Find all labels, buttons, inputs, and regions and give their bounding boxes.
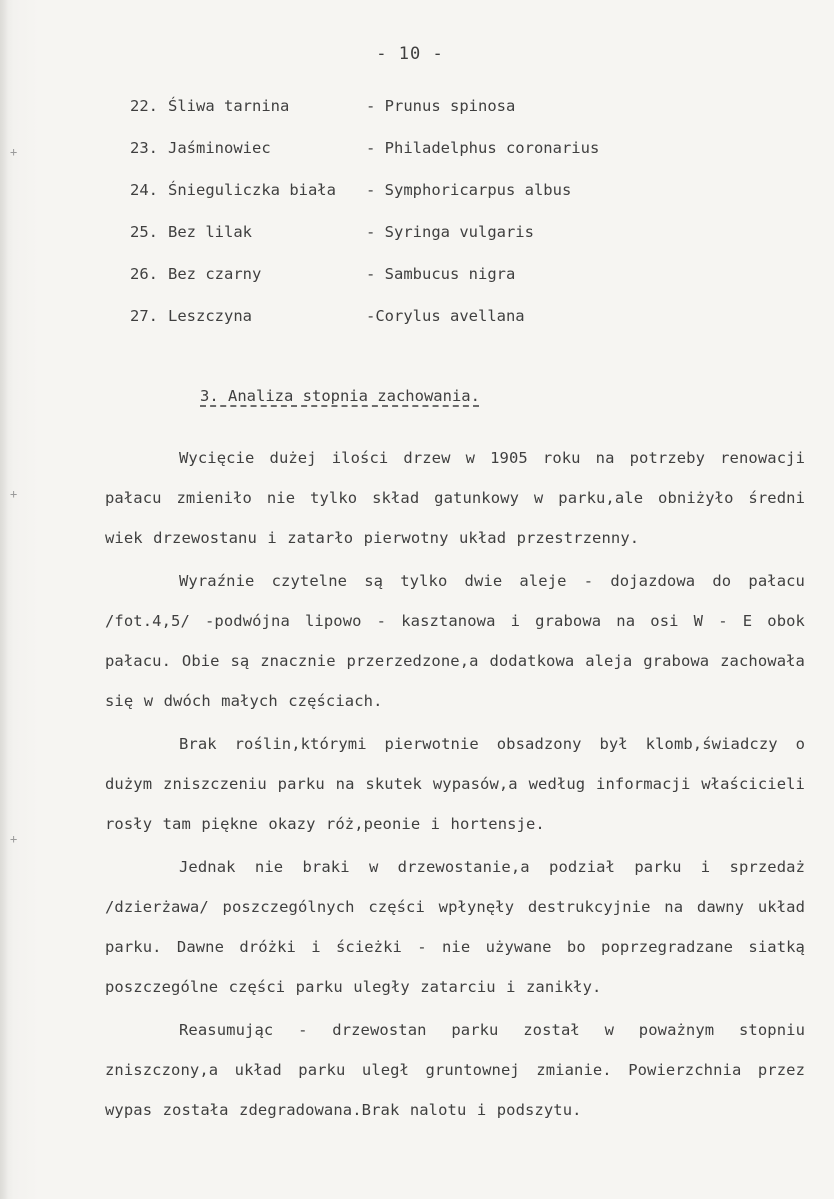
species-latin-name: - Prunus spinosa: [366, 97, 516, 115]
page-edge-shadow: [0, 0, 8, 1199]
species-number: 24.: [130, 181, 158, 199]
species-number: 26.: [130, 265, 158, 283]
list-item: [130, 178, 750, 220]
page-number: - 10 -: [376, 44, 444, 64]
binding-mark: +: [10, 487, 18, 501]
binding-mark: +: [10, 832, 18, 846]
paragraph: Wyraźnie czytelne są tylko dwie aleje - dojazdowa do pałacu /fot.4,5/ -podwójna lipowo - kasztanowa i grabowa na osi W - E obok pałacu. Obie są znacznie przerzedzone,a dodatkowa aleja grabowa zachowała się w dwóch małych częściach.: [105, 572, 805, 710]
species-common-name: Jaśminowiec: [168, 139, 271, 157]
species-common-name: Bez czarny: [168, 265, 262, 283]
paragraph: Jednak nie braki w drzewostanie,a podział parku i sprzedaż /dzierżawa/ poszczególnych części wpłynęły destrukcyjnie na dawny układ parku. Dawne dróżki i ścieżki - nie używane bo poprzegradzane siatką poszczególne części parku uległy zatarciu i zanikły.: [105, 858, 805, 996]
list-item: [130, 136, 750, 178]
species-latin-name: - Sambucus nigra: [366, 265, 516, 283]
binding-mark: +: [10, 145, 18, 159]
paragraph: Reasumując - drzewostan parku został w poważnym stopniu zniszczony,a układ parku uległ gruntownej zmianie. Powierzchnia przez wypas została zdegradowana.Brak nalotu i podszytu.: [105, 1021, 805, 1119]
species-common-name: Leszczyna: [168, 307, 252, 325]
list-item: [130, 304, 750, 346]
section-heading: 3. Analiza stopnia zachowania.: [200, 387, 480, 405]
body-text: [105, 438, 805, 1133]
paragraph: Wycięcie dużej ilości drzew w 1905 roku na potrzeby renowacji pałacu zmieniło nie tylko skład gatunkowy w parku,ale obniżyło średni wiek drzewostanu i zatarło pierwotny układ przestrzenny.: [105, 449, 805, 547]
species-common-name: Śliwa tarnina: [168, 97, 290, 115]
species-latin-name: - Syringa vulgaris: [366, 223, 534, 241]
list-item: [130, 220, 750, 262]
species-list: [130, 94, 750, 346]
species-common-name: Śnieguliczka biała: [168, 181, 336, 199]
species-latin-name: -Corylus avellana: [366, 307, 525, 325]
species-number: 22.: [130, 97, 158, 115]
species-latin-name: - Philadelphus coronarius: [366, 139, 600, 157]
species-number: 25.: [130, 223, 158, 241]
species-number: 23.: [130, 139, 158, 157]
paragraph: Brak roślin,którymi pierwotnie obsadzony był klomb,świadczy o dużym zniszczeniu parku na skutek wypasów,a według informacji właścicieli rosły tam piękne okazy róż,peonie i hortensje.: [105, 735, 805, 833]
species-latin-name: - Symphoricarpus albus: [366, 181, 572, 199]
list-item: [130, 94, 750, 136]
species-number: 27.: [130, 307, 158, 325]
list-item: [130, 262, 750, 304]
species-common-name: Bez lilak: [168, 223, 252, 241]
